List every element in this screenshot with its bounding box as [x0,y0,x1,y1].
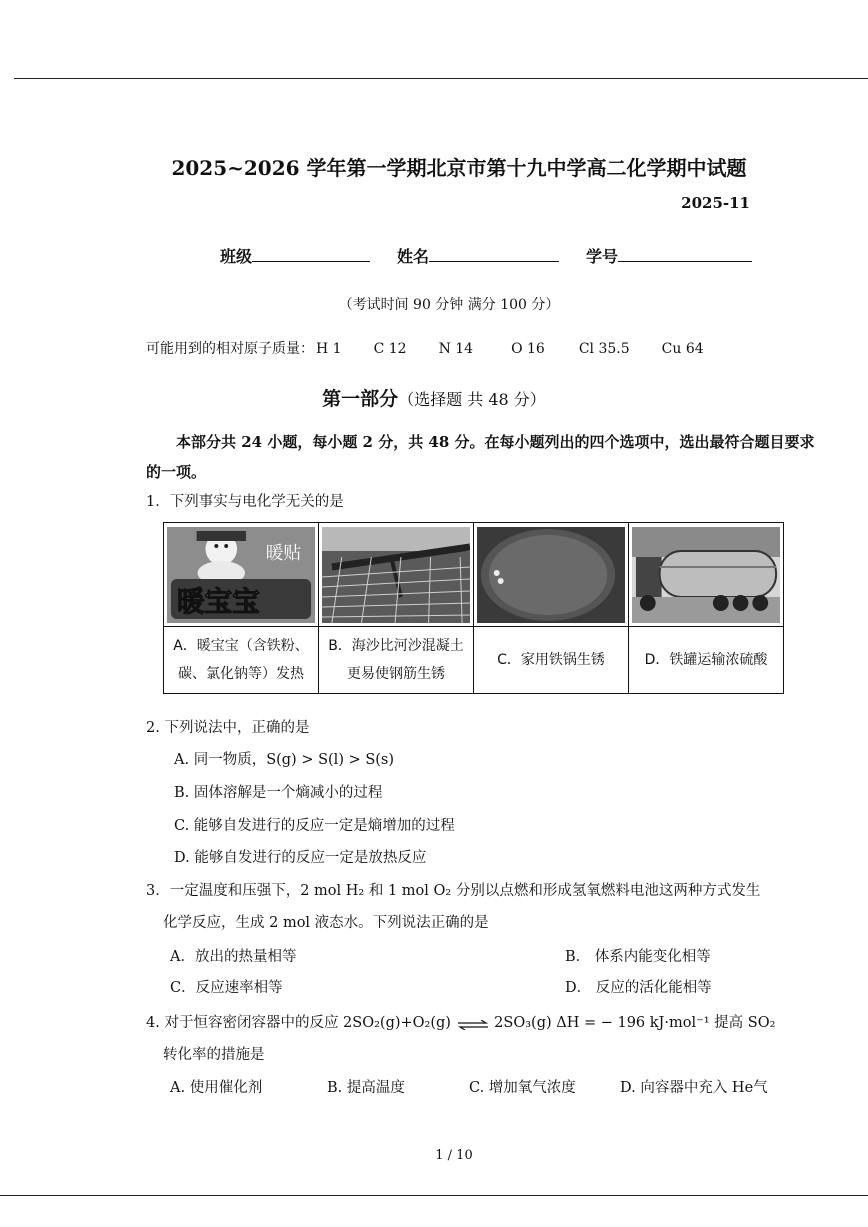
mass-n: N 14 [438,341,474,357]
q2-stem: 2. 下列说法中，正确的是 [146,720,310,736]
page-number: 1 / 10 [435,1148,473,1163]
student-id-field [586,244,752,267]
atomic-masses [146,338,704,358]
part-heading [0,384,868,411]
name-label: 姓名 [397,247,430,266]
q4-option-c[interactable]: C. 增加氧气浓度 [469,1080,576,1096]
equilibrium-arrow-icon [456,1018,490,1028]
q1-image-b-cell [319,523,474,627]
mass-cl: Cl 35.5 [578,341,630,357]
q2-option-d[interactable]: D. 能够自发进行的反应一定是放热反应 [174,850,427,866]
class-blank[interactable] [252,245,370,262]
student-id-blank[interactable] [618,245,752,262]
q2-option-b[interactable]: B. 固体溶解是一个熵减小的过程 [174,785,383,801]
concrete-rebar-image [322,527,470,623]
bottom-rule [0,1195,868,1196]
student-id-label: 学号 [586,247,619,266]
part-title: 第一部分 [322,388,399,410]
exam-date: 2025-11 [681,194,750,212]
q3-option-b[interactable]: B． 体系内能变化相等 [565,949,711,965]
mass-cu: Cu 64 [661,341,704,357]
mass-o: O 16 [511,341,545,357]
exam-info: （考试时间 90 分钟 满分 100 分） [338,297,560,313]
q1-option-d[interactable]: D．铁罐运输浓硫酸 [629,627,784,694]
q1-image-table [163,522,784,694]
q3-option-d[interactable]: D． 反应的活化能相等 [565,980,712,996]
part-intro: 本部分共 24 小题，每小题 2 分，共 48 分。在每小题列出的四个选项中，选出最符合题目要求的一项。 [146,433,815,481]
mass-h: H 1 [316,341,342,357]
q4-stem-part2: 2SO₃(g) ΔH = − 196 kJ·mol⁻¹ 提高 SO₂ [494,1015,776,1031]
q2-option-c[interactable]: C. 能够自发进行的反应一定是熵增加的过程 [174,818,455,834]
q4-option-b[interactable]: B. 提高温度 [327,1080,405,1096]
q4-stem-line2: 转化率的措施是 [163,1047,265,1063]
hand-warmer-image [167,527,315,623]
q3-option-a[interactable]: A．放出的热量相等 [170,949,297,965]
masses-label: 可能用到的相对原子质量： [146,341,314,357]
class-field [220,244,370,267]
q3-stem-line1: 3．一定温度和压强下，2 mol H₂ 和 1 mol O₂ 分别以点燃和形成氢氧燃料电池这两种方式发生 [146,883,761,899]
q4-option-d[interactable]: D. 向容器中充入 He气 [620,1080,768,1096]
top-rule [14,78,868,79]
class-label: 班级 [220,247,253,266]
name-field [397,244,559,267]
q1-option-b[interactable]: B．海沙比河沙混凝土更易使钢筋生锈 [319,627,474,694]
name-blank[interactable] [429,245,559,262]
q3-stem-line2: 化学反应，生成 2 mol 液态水。下列说法正确的是 [163,915,489,931]
mass-c: C 12 [373,341,407,357]
exam-title: 2025~2026 学年第一学期北京市第十九中学高二化学期中试题 [171,156,747,180]
warmer-label-small: 暖贴 [265,542,302,564]
q3-option-c[interactable]: C．反应速率相等 [170,980,283,996]
q1-stem: 1．下列事实与电化学无关的是 [146,494,344,510]
q1-image-d-cell [629,523,784,627]
q1-image-c-cell [474,523,629,627]
part-subtitle: （选择题 共 48 分） [398,390,546,409]
warmer-label-big: 暖宝宝 [176,584,260,618]
q4-stem-line1 [146,1011,775,1032]
q2-option-a[interactable]: A. 同一物质，S(g) > S(l) > S(s) [174,752,395,768]
q1-image-a-cell [164,523,319,627]
q4-stem-part1: 4. 对于恒容密闭容器中的反应 2SO₂(g)+O₂(g) [146,1015,451,1031]
q1-option-c[interactable]: C．家用铁锅生锈 [474,627,629,694]
q1-option-a[interactable]: A．暖宝宝（含铁粉、碳、氯化钠等）发热 [164,627,319,694]
tanker-truck-image [632,527,780,623]
iron-pan-image [477,527,625,623]
q4-option-a[interactable]: A. 使用催化剂 [170,1080,263,1096]
